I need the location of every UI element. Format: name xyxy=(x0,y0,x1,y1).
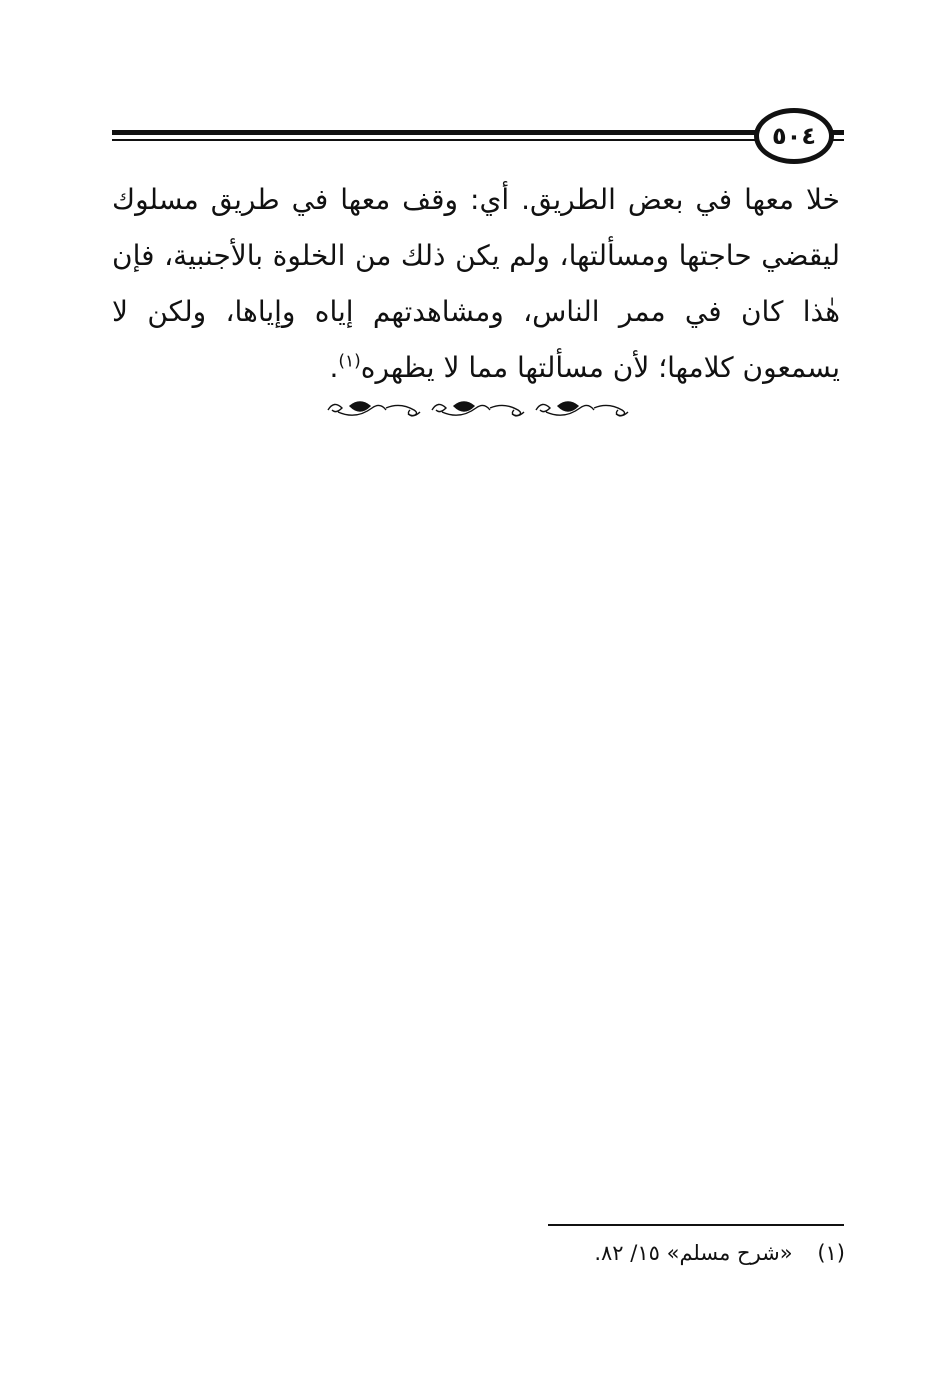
ornament-motif xyxy=(536,402,628,416)
ornament-motif xyxy=(432,402,524,416)
footnote-number: (١) xyxy=(817,1241,845,1265)
page-header xyxy=(112,108,844,164)
header-rule-thin xyxy=(112,139,844,141)
paragraph-end-punctuation: . xyxy=(329,351,339,384)
footnote-text: «شرح مسلم» ١٥/ ٨٢. xyxy=(594,1241,793,1265)
section-divider-ornament xyxy=(324,394,636,426)
footnote-separator xyxy=(548,1224,844,1226)
paragraph-text: خلا معها في بعض الطريق. أي: وقف معها في طريق مسلوك ليقضي حاجتها ومسألتها، ولم يكن ذلك من الخلوة بالأجنبية، فإن هٰذا كان في ممر الناس، ومشاهدتهم إياه وإياها، ولكن لا يسمعون كلامها؛ لأن مسألتها مما لا يظهره xyxy=(112,183,840,384)
page-number-badge xyxy=(754,108,834,164)
main-paragraph xyxy=(112,172,840,396)
page-number: ٥٠٤ xyxy=(772,122,816,150)
header-rule-thick xyxy=(112,130,844,135)
footnote-reference: (١) xyxy=(338,351,361,372)
footnote-item xyxy=(345,1236,845,1270)
ornament-motif xyxy=(328,402,420,416)
